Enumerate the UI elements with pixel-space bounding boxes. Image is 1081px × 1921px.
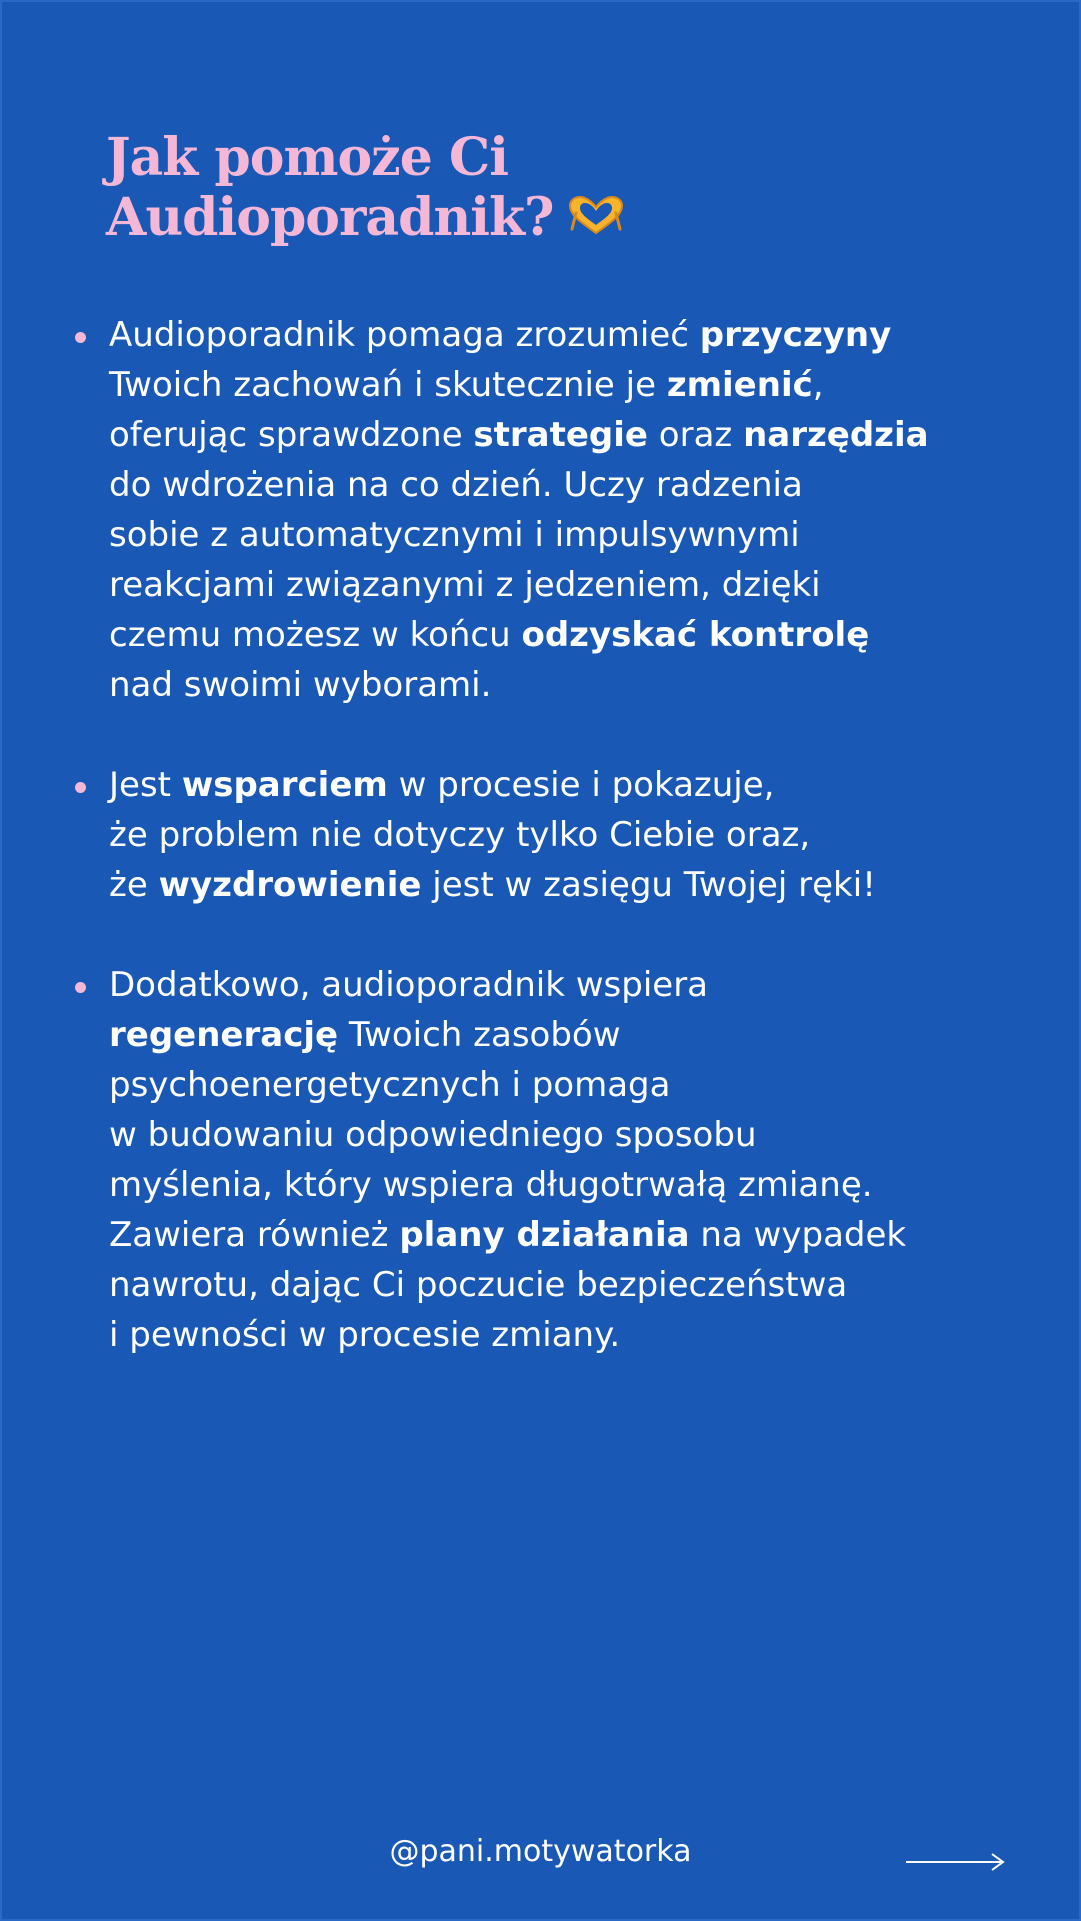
text-line: [109, 1060, 1035, 1110]
bold-text: narzędzia: [743, 415, 929, 455]
text-line: [109, 860, 1035, 910]
bold-text: strategie: [473, 415, 648, 455]
text-segment: że problem nie dotyczy tylko Ciebie oraz,: [109, 815, 811, 855]
text-segment: Zawiera również: [109, 1215, 400, 1255]
bold-text: wsparciem: [181, 765, 388, 805]
list-item: [75, 960, 1035, 1360]
bold-text: przyczyny: [699, 315, 892, 355]
text-segment: Twoich zasobów: [338, 1015, 621, 1055]
text-segment: do wdrożenia na co dzień. Uczy radzenia: [109, 465, 803, 505]
text-line: [109, 410, 1035, 460]
text-segment: że: [109, 865, 159, 905]
title-line-2-text: Audioporadnik?: [106, 187, 554, 248]
text-segment: ,: [812, 365, 824, 405]
text-segment: czemu możesz w końcu: [109, 615, 522, 655]
text-line: [109, 1110, 1035, 1160]
bold-text: plany działania: [399, 1215, 690, 1255]
text-line: [109, 1310, 1035, 1360]
text-segment: i pewności w procesie zmiany.: [109, 1315, 621, 1355]
text-segment: Jest: [109, 765, 182, 805]
text-line: [109, 960, 1035, 1010]
text-line: [109, 510, 1035, 560]
text-line: [109, 360, 1035, 410]
bold-text: zmienić: [666, 365, 813, 405]
text-segment: w procesie i pokazuje,: [387, 765, 775, 805]
bullet-dot-icon: [75, 782, 86, 793]
text-segment: oferując sprawdzone: [109, 415, 474, 455]
text-segment: myślenia, który wspiera długotrwałą zmianę.: [109, 1165, 873, 1205]
footer-handle: @pani.motywatorka: [389, 1834, 692, 1869]
title-line-2: [106, 188, 906, 252]
text-line: [109, 810, 1035, 860]
text-line: [109, 1010, 1035, 1060]
list-item: [75, 760, 1035, 910]
bold-text: odzyskać kontrolę: [521, 615, 870, 655]
text-segment: Dodatkowo, audioporadnik wspiera: [109, 965, 709, 1005]
text-line: [109, 760, 1035, 810]
text-line: [109, 1160, 1035, 1210]
bullet-dot-icon: [75, 982, 86, 993]
text-segment: jest w zasięgu Twojej ręki!: [421, 865, 876, 905]
text-segment: w budowaniu odpowiedniego sposobu: [109, 1115, 757, 1155]
text-line: [109, 1210, 1035, 1260]
bullet-dot-icon: [75, 332, 86, 343]
text-line: [109, 310, 1035, 360]
text-line: [109, 560, 1035, 610]
bold-text: wyzdrowienie: [158, 865, 422, 905]
list-item: [75, 310, 1035, 710]
text-segment: nawrotu, dając Ci poczucie bezpieczeństwa: [109, 1265, 848, 1305]
page-title: [106, 128, 906, 252]
text-line: [109, 660, 1035, 710]
text-segment: Audioporadnik pomaga zrozumieć: [109, 315, 700, 355]
arrow-right-icon[interactable]: [904, 1850, 1006, 1874]
title-line-1: Jak pomoże Ci: [106, 127, 509, 188]
text-line: [109, 1260, 1035, 1310]
text-segment: oraz: [648, 415, 744, 455]
text-segment: Twoich zachowań i skutecznie je: [109, 365, 667, 405]
text-segment: na wypadek: [689, 1215, 907, 1255]
text-segment: psychoenergetycznych i pomaga: [109, 1065, 671, 1105]
text-segment: reakcjami związanymi z jedzeniem, dzięki: [109, 565, 821, 605]
benefits-list: [75, 310, 1035, 1410]
text-line: [109, 460, 1035, 510]
bold-text: regenerację: [109, 1015, 339, 1055]
text-segment: nad swoimi wyborami.: [109, 665, 492, 705]
text-line: [109, 610, 1035, 660]
text-segment: sobie z automatycznymi i impulsywnymi: [109, 515, 800, 555]
heart-hands-icon: [566, 188, 626, 248]
